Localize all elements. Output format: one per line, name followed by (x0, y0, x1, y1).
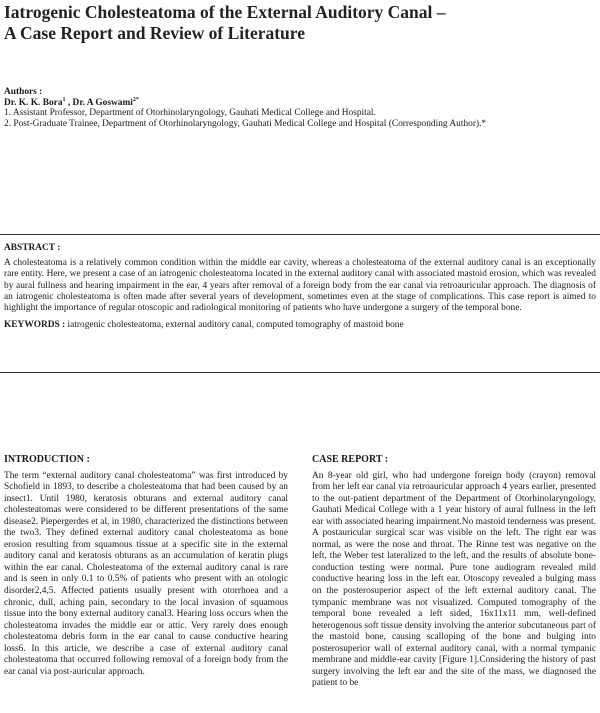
case-report-section (312, 454, 596, 690)
author-names (4, 98, 594, 109)
case-report-text: An 8-year old girl, who had undergone foreign body (crayon) removal from her left ear canal via retroauricular approach 4 years earlier, presented to the out-patient department of the Department of Otorhinolaryngology, Gauhati Medical College with a 1 year history of aural fullness in the left ear with associated hearing impairment.No mastoid tenderness was present. A postauricular surgical scar was visible on the left. The right ear was normal, as were the nose and throat. The Rinne test was negative on the left, the Weber test lateralized to the left, and the results of absolute bone-conduction testing were normal. Pure tone audiogram revealed mild conductive hearing loss in the left ear. Otoscopy revealed a bulging mass on the posterosuperior aspect of the left external auditory canal. The tympanic membrane was not visualized. Computed tomography of the temporal bone revealed a left sided, 16x11x11 mm, well-defined heterogenous soft tissue density involving the anterior subcutaneous part of the mastoid bone, causing scalloping of the bone and bulging into posterosuperior wall of external auditory canal, with a normal tympanic membrane and middle-ear cavity [Figure 1].Considering the history of past surgery involving the left ear and the site of the mass, we diagnosed the patient to be (312, 470, 596, 689)
authors-label: Authors : (4, 87, 43, 97)
author-2-sup: 2* (132, 96, 139, 103)
abstract-section (4, 243, 596, 331)
divider-bottom (0, 372, 600, 373)
divider-top (0, 234, 600, 235)
title-line-2: A Case Report and Review of Literature (4, 23, 306, 43)
affiliation-2: 2. Post-Graduate Trainee, Department of Otorhinolaryngology, Gauhati Medical College and Hospital (Corresponding Author).* (4, 118, 487, 129)
abstract-text: A cholesteatoma is a relatively common condition within the middle ear cavity, whereas a cholesteatoma of the external auditory canal is an exceptionally rare entity. Here, we present a case of an iatrogenic cholesteatoma located in the external auditory canal with associated mastoid erosion, which was revealed by aural fullness and hearing impairment in the ear, 4 years after removal of a foreign body from the ear canal via retroauricular approach. The diagnosis of an iatrogenic cholesteatoma is often made after several years of development, sometimes even at the stage of complications. This case report is aimed to highlight the importance of regular otoscopic and radiological monitoring of patients who have undergone a surgery of the temporal bone. (4, 258, 596, 314)
paper-title (4, 2, 564, 44)
title-line-1: Iatrogenic Cholesteatoma of the External Auditory Canal – (4, 2, 446, 22)
introduction-heading: INTRODUCTION : (4, 454, 90, 465)
case-report-heading: CASE REPORT : (312, 454, 389, 465)
abstract-heading: ABSTRACT : (4, 243, 61, 253)
author-1-name: Dr. K. K. Bora (4, 97, 63, 108)
introduction-text: The term “external auditory canal cholesteatoma” was first introduced by Schofield in 1893, to describe a cholesteatoma that had been caused by an insect1. Until 1980, keratosis obturans and external auditory canal cholesteatomas were considered to be different presentations of the same disease2. Piepergerdes et al, in 1980, characterized the distinctions between the two3. They defined external auditory canal cholesteatoma as bone erosion resulting from squamous tissue at a specific site in the external auditory canal and keratosis obturans as an accumulation of keratin plugs within the ear canal. Cholesteatoma of the external auditory canal is rare and is seen in only 0.1 to 0.5% of patients who present with an otologic disorder2,4,5. Affected patients usually present with otorrhoea and a chronic, dull, aching pain, secondary to the local invasion of squamous tissue into the bony external auditory canal3. Hearing loss occurs when the cholesteatoma invades the middle ear or attic. Very rarely does enough cholesteatoma debris form in the ear canal to cause conductive hearing loss6. In this article, we describe a case of external auditory canal cholesteatoma that occurred following removal of a foreign body from the ear canal via post-auricular approach. (4, 470, 288, 677)
affiliation-1: 1. Assistant Professor, Department of Otorhinolaryngology, Gauhati Medical College and Hospital. (4, 108, 376, 119)
author-1-sup: 1 (62, 96, 66, 103)
authors-section (4, 87, 594, 129)
keywords-label: KEYWORDS : (4, 320, 66, 331)
keywords-text: iatrogenic cholesteatoma, external auditory canal, computed tomography of mastoid bone (65, 320, 404, 331)
keywords (4, 320, 596, 331)
author-separator: , (65, 97, 73, 108)
author-2-name: Dr. A Goswami (72, 97, 133, 108)
introduction-section (4, 454, 288, 678)
